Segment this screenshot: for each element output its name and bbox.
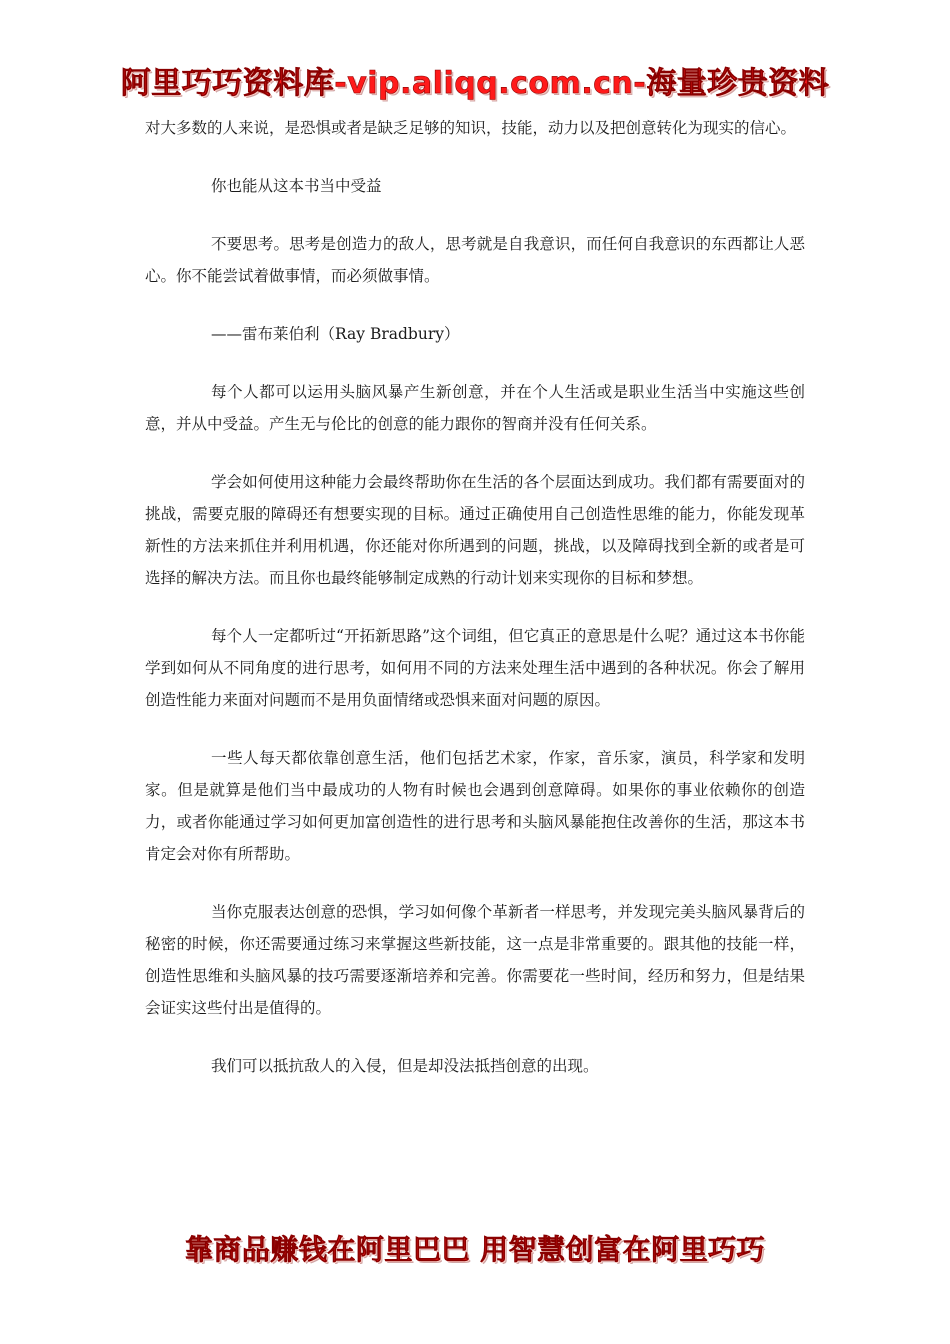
footer-banner: 靠商品赚钱在阿里巴巴 用智慧创富在阿里巧巧 <box>184 1233 766 1266</box>
paragraph-continuation: 对大多数的人来说，是恐惧或者是缺乏足够的知识，技能，动力以及把创意转化为现实的信心。 <box>145 119 797 137</box>
body-paragraph: 学会如何使用这种能力会最终帮助你在生活的各个层面达到成功。我们都有需要面对的挑战，需要克服的障碍还有想要实现的目标。通过正确使用自己创造性思维的能力，你能发现革新性的方法来抓住并利用机遇，你还能对你所遇到的问题，挑战，以及障碍找到全新的或者是可选择的解决方法。而且你也最终能够制定成熟的行动计划来实现你的目标和梦想。 <box>145 473 805 587</box>
body-paragraph: 当你克服表达创意的恐惧，学习如何像个革新者一样思考，并发现完美头脑风暴背后的秘密的时候，你还需要通过练习来掌握这些新技能，这一点是非常重要的。跟其他的技能一样，创造性思维和头脑风暴的技巧需要逐渐培养和完善。你需要花一些时间，经历和努力，但是结果会证实这些付出是值得的。 <box>145 903 805 1017</box>
body-paragraph: 每个人都可以运用头脑风暴产生新创意，并在个人生活或是职业生活当中实施这些创意，并从中受益。产生无与伦比的创意的能力跟你的智商并没有任何关系。 <box>145 383 805 433</box>
quote-attribution: ——雷布莱伯利（Ray Bradbury） <box>211 325 460 343</box>
header-banner: 阿里巧巧资料库-vip.aliqq.com.cn-海量珍贵资料 <box>120 66 830 101</box>
body-paragraph: 每个人一定都听过“开拓新思路”这个词组，但它真正的意思是什么呢？通过这本书你能学到如何从不同角度的进行思考，如何用不同的方法来处理生活中遇到的各种状况。你会了解用创造性能力来面对问题而不是用负面情绪或恐惧来面对问题的原因。 <box>145 627 805 709</box>
section-heading: 你也能从这本书当中受益 <box>211 177 382 195</box>
body-paragraph: 一些人每天都依靠创意生活，他们包括艺术家，作家，音乐家，演员，科学家和发明家。但是就算是他们当中最成功的人物有时候也会遇到创意障碍。如果你的事业依赖你的创造力，或者你能通过学习如何更加富创造性的进行思考和头脑风暴能抱住改善你的生活，那这本书肯定会对你有所帮助。 <box>145 749 805 863</box>
closing-line: 我们可以抵抗敌人的入侵，但是却没法抵挡创意的出现。 <box>211 1057 599 1075</box>
document-body <box>145 112 805 1082</box>
quote-paragraph: 不要思考。思考是创造力的敌人，思考就是自我意识，而任何自我意识的东西都让人恶心。你不能尝试着做事情，而必须做事情。 <box>145 235 805 285</box>
